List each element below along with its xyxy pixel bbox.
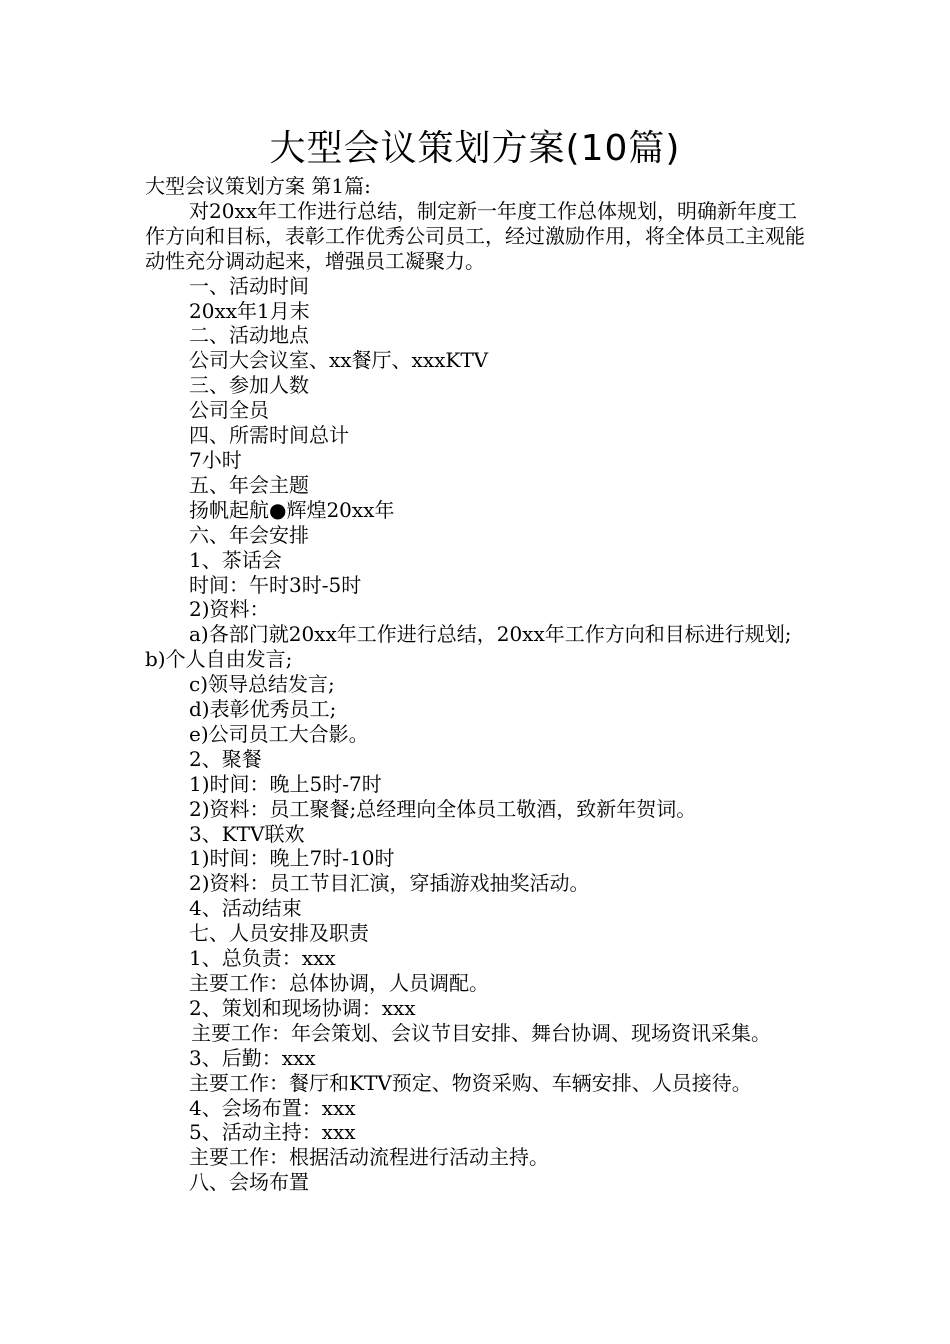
paragraph-line: 4、会场布置：xxx (189, 1095, 356, 1120)
paragraph-line: 7小时 (189, 447, 242, 472)
paragraph-line: 3、KTV联欢 (189, 821, 305, 846)
paragraph-line: 20xx年1月末 (189, 298, 310, 323)
paragraph-line: 主要工作：总体协调，人员调配。 (189, 971, 489, 995)
paragraph-line: 八、会场布置 (189, 1170, 309, 1195)
paragraph-line: c)领导总结发言; (189, 672, 335, 697)
paragraph-line: 主要工作：根据活动流程进行活动主持。 (189, 1145, 549, 1170)
paragraph-line: 六、年会安排 (189, 522, 309, 547)
paragraph-line: 二、活动地点 (189, 323, 309, 348)
paragraph-line: 七、人员安排及职责 (189, 921, 369, 946)
paragraph-line: 一、活动时间 (189, 273, 309, 298)
paragraph-line: 2)资料：员工聚餐;总经理向全体员工敬酒，致新年贺词。 (189, 796, 697, 821)
section-heading: 大型会议策划方案 第1篇: (145, 174, 371, 198)
paragraph-line: 公司全员 (189, 398, 269, 423)
paragraph-line: 主要工作：餐厅和KTV预定、物资采购、车辆安排、人员接待。 (189, 1070, 752, 1095)
paragraph-line: 五、年会主题 (189, 472, 309, 497)
paragraph-line: 公司大会议室、xx餐厅、xxxKTV (189, 348, 489, 373)
paragraph-line: 1、茶话会 (189, 547, 282, 572)
paragraph-line: 2)资料：员工节目汇演，穿插游戏抽奖活动。 (189, 871, 590, 896)
paragraph-line: 3、后勤：xxx (189, 1045, 316, 1070)
paragraph-line: 三、参加人数 (189, 373, 309, 398)
document-body (145, 174, 810, 1195)
paragraph-line: 1)时间：晚上5时-7时 (189, 771, 382, 796)
paragraph-line: a)各部门就20xx年工作进行总结，20xx年工作方向和目标进行规划;b)个人自由发言; (145, 622, 792, 672)
paragraph-line: 时间：午时3时-5时 (189, 572, 362, 597)
paragraph-line: 对20xx年工作进行总结，制定新一年度工作总体规划，明确新年度工作方向和目标，表彰工作优秀公司员工，经过激励作用，将全体员工主观能动性充分调动起来，增强员工凝聚力。 (145, 198, 805, 273)
paragraph-line: d)表彰优秀员工; (189, 697, 337, 722)
paragraph-line: 1)时间：晚上7时-10时 (189, 846, 395, 871)
paragraph-line: 主要工作：年会策划、会议节目安排、舞台协调、现场资讯采集。 (191, 1020, 771, 1045)
paragraph-line: 2、聚餐 (189, 746, 262, 771)
paragraph-line: e)公司员工大合影。 (189, 721, 369, 746)
paragraph-line: 2、策划和现场协调：xxx (189, 995, 416, 1020)
paragraph-line: 扬帆起航●辉煌20xx年 (189, 497, 395, 522)
paragraph-line: 1、总负责：xxx (189, 946, 336, 971)
document-title: 大型会议策划方案(10篇) (269, 128, 681, 169)
paragraph-line: 2)资料： (189, 597, 270, 622)
paragraph-line: 4、活动结束 (189, 896, 302, 921)
paragraph-line: 四、所需时间总计 (189, 423, 349, 448)
paragraph-line: 5、活动主持：xxx (189, 1120, 356, 1145)
